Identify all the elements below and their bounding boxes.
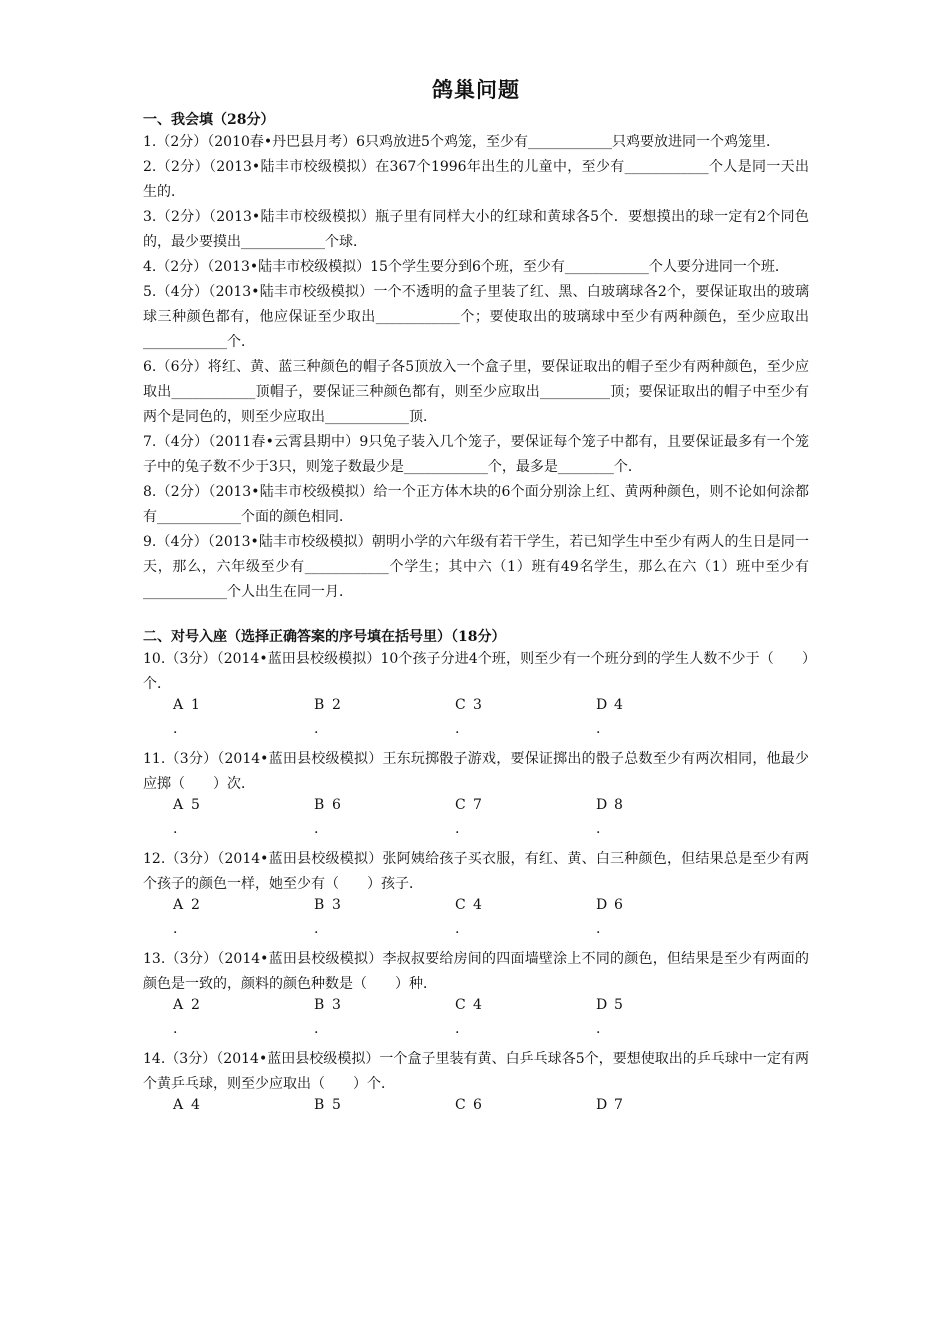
question-6: 6.（6分）将红、黄、蓝三种颜色的帽子各5顶放入一个盒子里，要保证取出的帽子至少有两种颜色，至少应取出____________顶帽子，要保证三种颜色都有，则至少应取出__________顶；要保证取出的帽子中至少有两个是同色的，则至少应取出____________顶．: [143, 359, 809, 425]
option-d: D 7: [596, 1097, 623, 1113]
options-13: [143, 997, 809, 1047]
option-b: B 6 .: [314, 797, 341, 837]
section-heading-choice: 二、对号入座（选择正确答案的序号填在括号里）（18分）: [143, 629, 506, 645]
question-12: 12.（3分）（2014•蓝田县校级模拟）张阿姨给孩子买衣服，有红、黄、白三种颜色，但结果总是至少有两个孩子的颜色一样，她至少有（ ）孩子．: [143, 851, 809, 892]
option-a: A 2 .: [173, 897, 200, 937]
option-c: C 7 .: [455, 797, 482, 837]
question-4: 4.（2分）（2013•陆丰市校级模拟）15个学生要分到6个班，至少有____________个人要分进同一个班．: [143, 259, 789, 275]
option-a: A 5 .: [173, 797, 200, 837]
option-d: D 6 .: [596, 897, 623, 937]
question-11: 11.（3分）（2014•蓝田县校级模拟）王东玩掷骰子游戏，要保证掷出的骰子总数至少有两次相同，他最少应掷（ ）次．: [143, 751, 809, 792]
question-8: 8.（2分）（2013•陆丰市校级模拟）给一个正方体木块的6个面分别涂上红、黄两种颜色，则不论如何涂都有____________个面的颜色相同．: [143, 484, 809, 525]
question-2: 2.（2分）（2013•陆丰市校级模拟）在367个1996年出生的儿童中，至少有____________个人是同一天出生的．: [143, 159, 809, 200]
page-title: 鸽巢问题: [432, 77, 520, 102]
option-c: C 4 .: [455, 997, 482, 1037]
question-7: 7.（4分）（2011春•云霄县期中）9只兔子装入几个笼子，要保证每个笼子中都有，且要保证最多有一个笼子中的兔子数不少于3只，则笼子数最少是____________个，最多是________个．: [143, 434, 809, 475]
question-5: 5.（4分）（2013•陆丰市校级模拟）一个不透明的盒子里装了红、黑、白玻璃球各2个，要保证取出的玻璃球三种颜色都有，他应保证至少取出____________个；要使取出的玻璃球中至少有两种颜色，至少应取出____________个．: [143, 284, 809, 350]
section-heading-fill: 一、我会填（28分）: [143, 112, 275, 128]
option-b: B 2 .: [314, 697, 341, 737]
question-9: 9.（4分）（2013•陆丰市校级模拟）朝明小学的六年级有若干学生，若已知学生中至少有两人的生日是同一天，那么，六年级至少有____________个学生；其中六（1）班有49名学生，那么在六（1）班中至少有____________个人出生在同一月．: [143, 534, 809, 600]
option-c: C 4 .: [455, 897, 482, 937]
options-14: [143, 1097, 809, 1147]
option-a: A 1 .: [173, 697, 200, 737]
options-12: [143, 897, 809, 947]
document-page: [143, 74, 809, 1147]
option-d: D 8 .: [596, 797, 623, 837]
question-13: 13.（3分）（2014•蓝田县校级模拟）李叔叔要给房间的四面墙壁涂上不同的颜色，但结果是至少有两面的颜色是一致的，颜料的颜色种数是（ ）种．: [143, 951, 809, 992]
option-b: B 5: [314, 1097, 341, 1113]
option-b: B 3 .: [314, 997, 341, 1037]
option-b: B 3 .: [314, 897, 341, 937]
option-a: A 2 .: [173, 997, 200, 1037]
question-14: 14.（3分）（2014•蓝田县校级模拟）一个盒子里装有黄、白乒乓球各5个，要想使取出的乒乓球中一定有两个黄乒乓球，则至少应取出（ ）个．: [143, 1051, 809, 1092]
option-d: D 4 .: [596, 697, 623, 737]
option-c: C 3 .: [455, 697, 482, 737]
option-c: C 6: [455, 1097, 482, 1113]
option-d: D 5 .: [596, 997, 623, 1037]
question-10: 10.（3分）（2014•蓝田县校级模拟）10个孩子分进4个班，则至少有一个班分到的学生人数不少于（ ）个．: [143, 651, 809, 692]
options-10: [143, 697, 809, 747]
option-a: A 4: [173, 1097, 200, 1113]
question-3: 3.（2分）（2013•陆丰市校级模拟）瓶子里有同样大小的红球和黄球各5个．要想摸出的球一定有2个同色的，最少要摸出____________个球．: [143, 209, 809, 250]
question-1: 1.（2分）（2010春•丹巴县月考）6只鸡放进5个鸡笼，至少有____________只鸡要放进同一个鸡笼里．: [143, 134, 780, 150]
options-11: [143, 797, 809, 847]
